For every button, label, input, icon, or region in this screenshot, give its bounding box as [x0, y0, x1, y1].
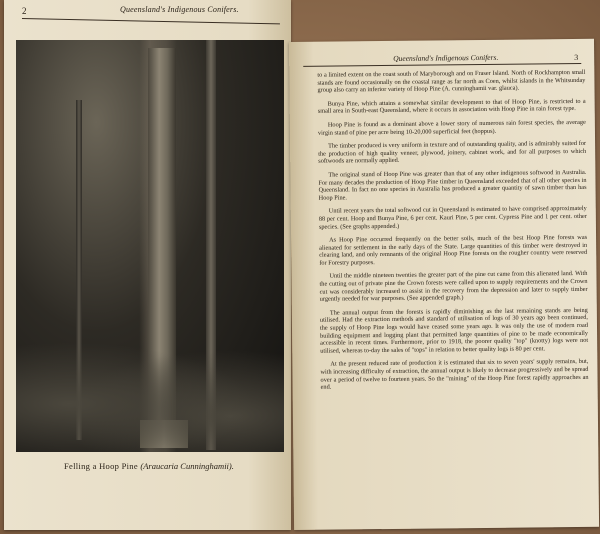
photo-caption: [64, 461, 234, 471]
paragraph: Bunya Pine, which attains a somewhat similar development to that of Hoop Pine, is restricted to a small area in South-east Queensland, where it occurs in association with Hoop Pine in rain forest type.: [317, 97, 586, 116]
left-running-head: Queensland's Indigenous Conifers.: [120, 5, 239, 14]
body-text: [317, 69, 588, 398]
photo-caption-species: (Araucaria Cunninghamii).: [140, 461, 234, 471]
left-page: [4, 0, 291, 530]
paragraph: to a limited extent on the coast south of Maryborough and on Fraser Island. North of Rockhampton small stands are found occasionally on the coastal range as far north as Coen, whilst islands in the Whitsunday group also carry an inferior variety of Hoop Pine (A. cunninghamii var. glauca).: [317, 68, 586, 94]
undergrowth: [16, 332, 284, 452]
paragraph: At the present reduced rate of production it is estimated that six to seven years' supply remains, but, with increasing difficulty of extraction, the annual output is likely to decrease progressively and be spread over a period of twelve to fourteen years. So the "mining" of the Hoop Pine forest rapidly approaches an end.: [320, 358, 589, 391]
paragraph: The timber produced is very uniform in texture and of outstanding quality, and is admirably suited for the production of high quality veneer, plywood, joinery, cabinet work, and for all purposes to which softwoods are normally applied.: [318, 140, 587, 166]
paragraph: Until the middle nineteen twenties the greater part of the pine cut came from this alienated land. With the cutting out of private pine the Crown forests were called upon to supply requirements and the Crown cut was considerably increased to assist in the recovery from the depression and later to supply timber urgently needed for war purposes. (See appended graph.): [319, 270, 588, 303]
right-page-number: 3: [574, 52, 579, 63]
photo-caption-title: Felling a Hoop Pine: [64, 461, 138, 471]
left-page-number: 2: [22, 6, 27, 16]
right-header-rule: [303, 63, 581, 67]
hoop-pine-photograph: [16, 40, 284, 452]
right-page: [289, 39, 599, 530]
paragraph: Until recent years the total softwood cut in Queensland is estimated to have comprised approximately 88 per cent. Hoop and Bunya Pine, 6 per cent. Kauri Pine, 5 per cent. Cypress Pine and 1 per cent. other species. (See graphs appended.): [318, 205, 587, 231]
paragraph: The annual output from the forests is rapidly diminishing as the last remaining stands are being utilised. Had the extraction methods and standard of utilisation of logs of 30 years ago been continued, the supply of Hoop Pine logs would have ceased some years ago. It was only the use of modern road building equipment and logging plant that permitted large quantities of pine to be made economically accessible in recent times. Furthermore, prior to 1918, the poorer quality "top" (knotty) logs were not utilised, whereas to-day the sales of "tops" in relation to better quality logs is 80 per cent.: [319, 306, 589, 355]
left-header-rule: [22, 18, 280, 24]
paragraph: Hoop Pine is found as a dominant above a lower story of numerous rain forest species, the average virgin stand of pine per acre being 10-20,000 superficial feet (hoppus).: [317, 118, 586, 137]
paragraph: The original stand of Hoop Pine was greater than that of any other indigenous softwood in Australia. For many decades the production of Hoop Pine timber in Queensland exceeded that of all other species in Queensland. In fact no one species in Australia has produced a greater quantity of sawn timber than has Hoop Pine.: [318, 168, 587, 202]
paragraph: As Hoop Pine occurred frequently on the better soils, much of the best Hoop Pine forests was alienated for settlement in the early days of the State. Large quantities of this timber were destroyed in clearing land, and only remnants of the original Hoop Pine forests on the rougher country were reserved for Forestry purposes.: [319, 233, 588, 267]
right-running-head: Queensland's Indigenous Conifers.: [393, 52, 499, 63]
